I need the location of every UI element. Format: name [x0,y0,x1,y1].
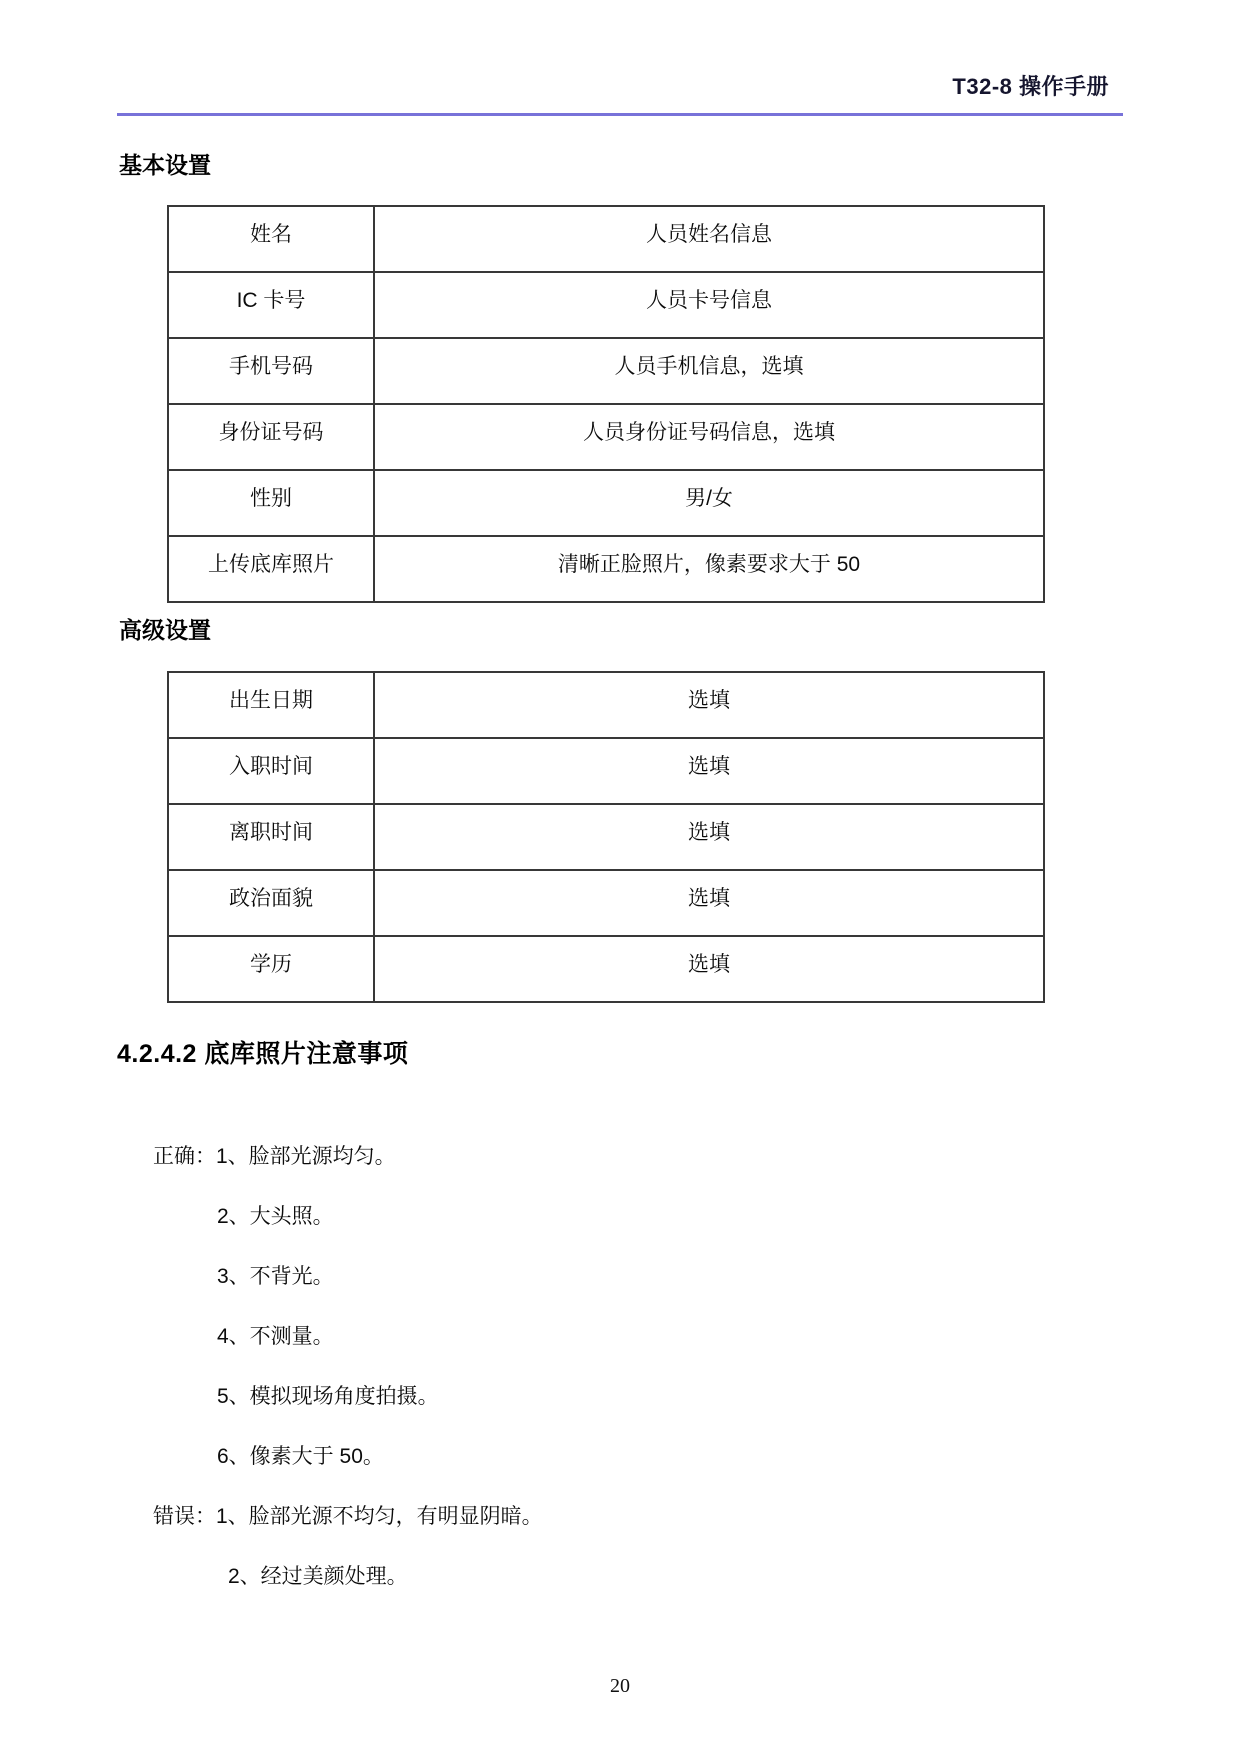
row-value-cell: 清晰正脸照片，像素要求大于 50 [374,536,1044,602]
document-title: T32-8 操作手册 [952,74,1109,99]
table-row [168,936,1044,1002]
row-value-cell: 选填 [374,738,1044,804]
table-row [168,338,1044,404]
table-row [168,404,1044,470]
note-line: 正确：1、脸部光源均匀。 [153,1145,396,1168]
row-label-cell: 姓名 [168,206,374,272]
row-label-cell: 政治面貌 [168,870,374,936]
row-label-cell: 学历 [168,936,374,1002]
row-label-cell: 手机号码 [168,338,374,404]
page-number: 20 [610,1675,630,1697]
table-row [168,272,1044,338]
table-row [168,804,1044,870]
row-value-cell: 人员手机信息，选填 [374,338,1044,404]
row-value-cell: 选填 [374,870,1044,936]
note-line: 4、不测量。 [217,1325,334,1348]
basic-settings-table [167,205,1045,603]
row-value-cell: 男/女 [374,470,1044,536]
heading-basic-settings: 基本设置 [119,152,211,178]
heading-photo-notes: 4.2.4.2 底库照片注意事项 [117,1040,409,1068]
note-line: 3、不背光。 [217,1265,334,1288]
note-line: 6、像素大于 50。 [217,1445,384,1468]
row-value-cell: 人员身份证号码信息，选填 [374,404,1044,470]
heading-advanced-settings: 高级设置 [119,617,211,643]
table-row [168,470,1044,536]
table-row [168,870,1044,936]
row-label-cell: 上传底库照片 [168,536,374,602]
page-header [117,0,1123,116]
row-label-cell: 性别 [168,470,374,536]
row-label-cell: 入职时间 [168,738,374,804]
note-line: 2、经过美颜处理。 [228,1565,408,1588]
note-line: 5、模拟现场角度拍摄。 [217,1385,439,1408]
row-value-cell: 选填 [374,804,1044,870]
note-line: 错误：1、脸部光源不均匀，有明显阴暗。 [153,1505,543,1528]
row-label-cell: IC 卡号 [168,272,374,338]
table-row [168,536,1044,602]
row-value-cell: 人员姓名信息 [374,206,1044,272]
row-value-cell: 选填 [374,672,1044,738]
row-value-cell: 选填 [374,936,1044,1002]
row-label-cell: 离职时间 [168,804,374,870]
table-row [168,738,1044,804]
advanced-settings-table [167,671,1045,1003]
header-divider-line [117,113,1123,116]
row-value-cell: 人员卡号信息 [374,272,1044,338]
table-row [168,206,1044,272]
photo-notes-list [117,1145,1123,1589]
row-label-cell: 身份证号码 [168,404,374,470]
table-row [168,672,1044,738]
row-label-cell: 出生日期 [168,672,374,738]
note-line: 2、大头照。 [217,1205,334,1228]
